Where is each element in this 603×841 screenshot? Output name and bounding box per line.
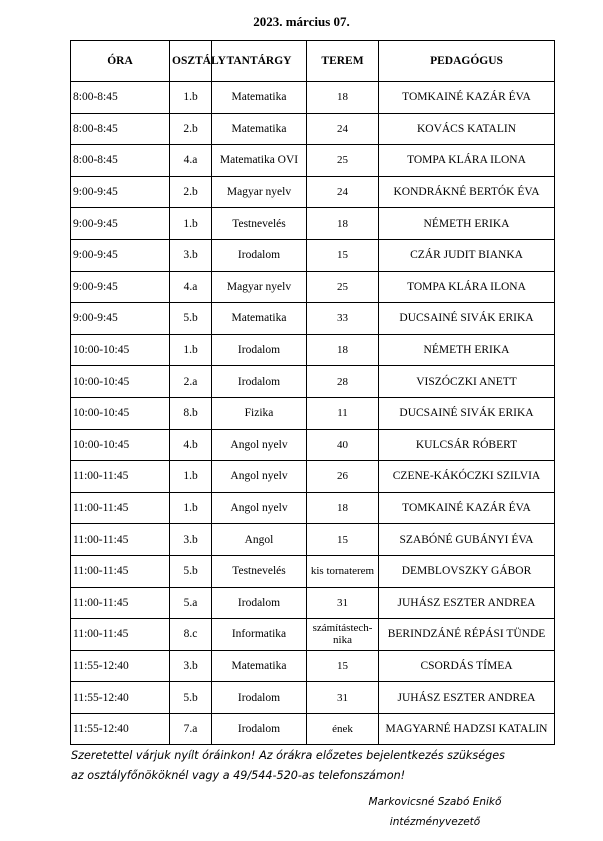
- cell-room: ének: [307, 713, 379, 745]
- cell-class: 3.b: [170, 524, 212, 556]
- signature-name: Markovicsné Szabó Enikő: [368, 796, 502, 808]
- cell-time: 11:00-11:45: [71, 461, 170, 493]
- cell-time: 11:00-11:45: [71, 555, 170, 587]
- cell-room: 15: [307, 239, 379, 271]
- cell-time: 9:00-9:45: [71, 303, 170, 335]
- cell-room: 18: [307, 208, 379, 240]
- cell-teacher: TOMKAINÉ KAZÁR ÉVA: [379, 492, 555, 524]
- schedule-header: [71, 41, 555, 82]
- cell-time: 9:00-9:45: [71, 239, 170, 271]
- cell-room: 25: [307, 145, 379, 177]
- table-row: [71, 524, 555, 556]
- cell-room: 26: [307, 461, 379, 493]
- signature: [355, 792, 515, 832]
- cell-time: 8:00-8:45: [71, 145, 170, 177]
- table-row: [71, 176, 555, 208]
- cell-subject: Matematika: [212, 113, 307, 145]
- cell-subject: Matematika: [212, 82, 307, 114]
- cell-time: 10:00-10:45: [71, 366, 170, 398]
- cell-room: 11: [307, 397, 379, 429]
- cell-teacher: VISZÓCZKI ANETT: [379, 366, 555, 398]
- cell-teacher: TOMKAINÉ KAZÁR ÉVA: [379, 82, 555, 114]
- table-row: [71, 239, 555, 271]
- cell-time: 11:55-12:40: [71, 713, 170, 745]
- table-row: [71, 429, 555, 461]
- table-row: [71, 461, 555, 493]
- cell-room: 31: [307, 587, 379, 619]
- cell-teacher: DUCSAINÉ SIVÁK ERIKA: [379, 397, 555, 429]
- cell-room: 40: [307, 429, 379, 461]
- cell-subject: Informatika: [212, 619, 307, 651]
- table-row: [71, 713, 555, 745]
- cell-time: 11:00-11:45: [71, 492, 170, 524]
- schedule-body: [71, 82, 555, 745]
- cell-room: 15: [307, 524, 379, 556]
- table-row: [71, 82, 555, 114]
- table-row: [71, 145, 555, 177]
- cell-subject: Testnevelés: [212, 555, 307, 587]
- table-row: [71, 619, 555, 651]
- cell-time: 10:00-10:45: [71, 429, 170, 461]
- cell-class: 5.b: [170, 682, 212, 714]
- cell-class: 7.a: [170, 713, 212, 745]
- table-row: [71, 113, 555, 145]
- cell-teacher: JUHÁSZ ESZTER ANDREA: [379, 682, 555, 714]
- cell-teacher: DUCSAINÉ SIVÁK ERIKA: [379, 303, 555, 335]
- cell-class: 2.b: [170, 176, 212, 208]
- table-row: [71, 587, 555, 619]
- cell-class: 4.a: [170, 145, 212, 177]
- cell-class: 3.b: [170, 650, 212, 682]
- cell-teacher: MAGYARNÉ HADZSI KATALIN: [379, 713, 555, 745]
- cell-time: 11:00-11:45: [71, 524, 170, 556]
- cell-subject: Irodalom: [212, 334, 307, 366]
- cell-class: 4.b: [170, 429, 212, 461]
- cell-subject: Fizika: [212, 397, 307, 429]
- cell-room: számítástech-nika: [307, 619, 379, 651]
- cell-time: 8:00-8:45: [71, 82, 170, 114]
- cell-room: 25: [307, 271, 379, 303]
- cell-subject: Irodalom: [212, 682, 307, 714]
- cell-subject: Magyar nyelv: [212, 271, 307, 303]
- cell-room: 24: [307, 113, 379, 145]
- cell-teacher: TOMPA KLÁRA ILONA: [379, 271, 555, 303]
- header-class: OSZTÁLY: [170, 41, 212, 82]
- table-row: [71, 650, 555, 682]
- cell-room: 33: [307, 303, 379, 335]
- cell-room: 18: [307, 334, 379, 366]
- cell-teacher: CZÁR JUDIT BIANKA: [379, 239, 555, 271]
- cell-room: kis tornaterem: [307, 555, 379, 587]
- cell-class: 2.b: [170, 113, 212, 145]
- schedule-table: [70, 40, 555, 745]
- cell-class: 8.b: [170, 397, 212, 429]
- cell-time: 9:00-9:45: [71, 208, 170, 240]
- cell-room: 18: [307, 82, 379, 114]
- cell-teacher: NÉMETH ERIKA: [379, 208, 555, 240]
- cell-teacher: KULCSÁR RÓBERT: [379, 429, 555, 461]
- cell-teacher: CZENE-KÁKÓCZKI SZILVIA: [379, 461, 555, 493]
- table-row: [71, 366, 555, 398]
- table-row: [71, 492, 555, 524]
- header-room: TEREM: [307, 41, 379, 82]
- cell-room: 31: [307, 682, 379, 714]
- cell-subject: Angol nyelv: [212, 492, 307, 524]
- cell-time: 9:00-9:45: [71, 176, 170, 208]
- cell-class: 1.b: [170, 334, 212, 366]
- signature-role: intézményvezető: [389, 816, 481, 828]
- cell-time: 8:00-8:45: [71, 113, 170, 145]
- cell-teacher: DEMBLOVSZKY GÁBOR: [379, 555, 555, 587]
- table-row: [71, 208, 555, 240]
- table-row: [71, 397, 555, 429]
- cell-time: 11:55-12:40: [71, 650, 170, 682]
- cell-time: 11:00-11:45: [71, 587, 170, 619]
- cell-teacher: CSORDÁS TÍMEA: [379, 650, 555, 682]
- cell-teacher: TOMPA KLÁRA ILONA: [379, 145, 555, 177]
- cell-class: 2.a: [170, 366, 212, 398]
- cell-subject: Irodalom: [212, 713, 307, 745]
- cell-subject: Angol nyelv: [212, 461, 307, 493]
- header-teacher: PEDAGÓGUS: [379, 41, 555, 82]
- header-row: [71, 41, 555, 82]
- cell-time: 10:00-10:45: [71, 334, 170, 366]
- cell-room: 28: [307, 366, 379, 398]
- cell-teacher: KOVÁCS KATALIN: [379, 113, 555, 145]
- table-row: [71, 555, 555, 587]
- table-row: [71, 334, 555, 366]
- page-title: 2023. március 07.: [253, 14, 350, 29]
- cell-subject: Testnevelés: [212, 208, 307, 240]
- table-row: [71, 271, 555, 303]
- cell-teacher: JUHÁSZ ESZTER ANDREA: [379, 587, 555, 619]
- table-row: [71, 303, 555, 335]
- cell-time: 10:00-10:45: [71, 397, 170, 429]
- cell-subject: Angol: [212, 524, 307, 556]
- cell-time: 11:55-12:40: [71, 682, 170, 714]
- cell-subject: Magyar nyelv: [212, 176, 307, 208]
- cell-time: 11:00-11:45: [71, 619, 170, 651]
- cell-class: 5.b: [170, 303, 212, 335]
- cell-class: 3.b: [170, 239, 212, 271]
- footer-note: Szeretettel várjuk nyílt óráinkon! Az órákra előzetes bejelentkezés szükséges az osztályfőnököknél vagy a 49/544-520-as telefonszámon!: [71, 749, 505, 782]
- cell-subject: Irodalom: [212, 239, 307, 271]
- cell-room: 24: [307, 176, 379, 208]
- cell-class: 5.a: [170, 587, 212, 619]
- cell-room: 18: [307, 492, 379, 524]
- cell-room: 15: [307, 650, 379, 682]
- cell-teacher: BERINDZÁNÉ RÉPÁSI TÜNDE: [379, 619, 555, 651]
- cell-teacher: SZABÓNÉ GUBÁNYI ÉVA: [379, 524, 555, 556]
- cell-teacher: KONDRÁKNÉ BERTÓK ÉVA: [379, 176, 555, 208]
- table-row: [71, 682, 555, 714]
- header-time: ÓRA: [71, 41, 170, 82]
- cell-class: 1.b: [170, 461, 212, 493]
- cell-class: 4.a: [170, 271, 212, 303]
- cell-subject: Matematika: [212, 303, 307, 335]
- cell-subject: Irodalom: [212, 366, 307, 398]
- cell-class: 5.b: [170, 555, 212, 587]
- cell-class: 1.b: [170, 208, 212, 240]
- header-subject: TANTÁRGY: [212, 41, 307, 82]
- cell-subject: Irodalom: [212, 587, 307, 619]
- cell-teacher: NÉMETH ERIKA: [379, 334, 555, 366]
- cell-time: 9:00-9:45: [71, 271, 170, 303]
- cell-subject: Angol nyelv: [212, 429, 307, 461]
- cell-subject: Matematika OVI: [212, 145, 307, 177]
- cell-class: 1.b: [170, 492, 212, 524]
- cell-class: 1.b: [170, 82, 212, 114]
- cell-class: 8.c: [170, 619, 212, 651]
- cell-subject: Matematika: [212, 650, 307, 682]
